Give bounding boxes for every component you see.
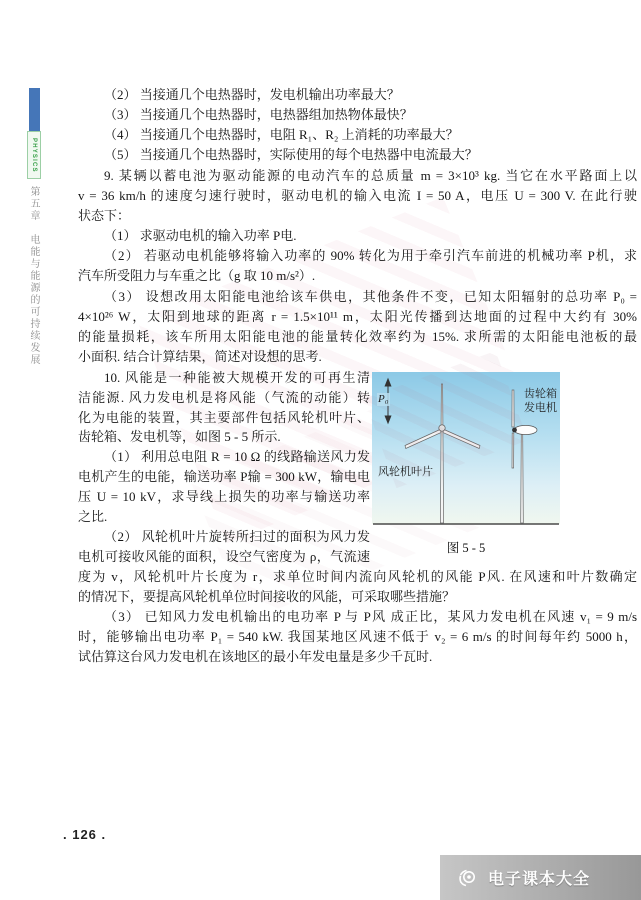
- brand-logo-icon: [456, 866, 480, 890]
- turbine-blade-up: [512, 390, 514, 427]
- chapter-color-tab: [29, 88, 40, 131]
- blades-label: 风轮机叶片: [378, 466, 433, 478]
- text-line: 度为 v，风轮机叶片长度为 r，求单位时间内流向风轮机的风能 P风. 在风速和叶片数确定: [78, 569, 637, 584]
- turbine-hub: [439, 425, 445, 431]
- text-line: 压 U = 10 kV，求导线上损失的功率与输送功率: [78, 489, 370, 504]
- text-line: v = 36 km/h 的速度匀速行驶时，驱动电机的输入电流 I = 50 A，电压 U = 300 V. 在此行驶: [78, 188, 637, 203]
- text-line: （2） 风轮机叶片旋转所扫过的面积为风力发: [104, 529, 370, 544]
- text-line: 化为电能的装置，其主要部件包括风轮机叶片、: [78, 410, 370, 425]
- brand-name: 电子课本大全: [488, 871, 591, 888]
- text-line: 之比.: [78, 509, 108, 524]
- text-line: （1） 利用总电阻 R = 10 Ω 的线路输送风力发: [104, 449, 370, 464]
- text-line: 4×10²⁶ W，太阳到地球的距离 r = 1.5×10¹¹ m，太阳光传播到达地面的过程中大约有 30%: [78, 309, 637, 324]
- text-line: （3） 设想改用太阳能电池给该车供电，其他条件不变，已知太阳辐射的总功率 P₀ =: [104, 289, 637, 304]
- text-line: 洁能源. 风力发电机是将风能（气流的动能）转: [78, 390, 370, 405]
- nacelle-nose: [512, 428, 517, 433]
- text-line: 试估算这台风力发电机在该地区的最小年发电量是多少千瓦时.: [78, 649, 433, 664]
- text-line: 齿轮箱、发电机等，如图 5 - 5 所示.: [78, 429, 281, 444]
- text-line: （1） 求驱动电机的输入功率 P电.: [104, 228, 297, 243]
- text-line: 9. 某辆以蓄电池为驱动能源的电动汽车的总质量 m = 3×10³ kg. 当它在水平路面上以: [104, 168, 637, 183]
- text-line: （4） 当接通几个电热器时，电阻 R₁、R₂ 上消耗的功率最大？: [104, 127, 459, 142]
- gearbox-label: 齿轮箱: [524, 388, 557, 400]
- text-line: 10. 风能是一种能被大规模开发的可再生清: [104, 370, 370, 385]
- text-line: （2） 当接通几个电热器时，发电机输出功率最大？: [104, 87, 400, 102]
- brand-footer-bar: [440, 855, 641, 900]
- turbine-blade-down: [512, 433, 514, 468]
- text-line: （3） 已知风力发电机输出的电功率 P 与 P风 成正比，某风力发电机在风速 v₁ = 9 m/s: [104, 609, 637, 624]
- turbine-tower: [440, 429, 443, 523]
- text-line: 电机可接收风能的面积，设空气密度为 ρ，气流速: [78, 549, 370, 564]
- text-line: （5） 当接通几个电热器时，实际使用的每个电热器中电流最大？: [104, 147, 478, 162]
- text-line: 状态下：: [78, 208, 131, 223]
- arrow-label: P₀: [378, 393, 389, 405]
- text-line: 电机产生的电能，输送功率 P输 = 300 kW，输电电: [78, 469, 370, 484]
- physics-tab: [27, 131, 41, 179]
- nacelle: [514, 425, 537, 434]
- text-line: 小面积. 结合计算结果，简述对设想的思考.: [78, 349, 322, 364]
- figure-5-5: [372, 372, 560, 562]
- chapter-title-vertical: 第五章 电能与能源的可持续发展: [28, 186, 39, 366]
- text-line: 的能量损耗，该车所用太阳能电池的能量转化效率约为 15%. 求所需的太阳能电池板的最: [78, 329, 637, 344]
- generator-label: 发电机: [524, 402, 557, 414]
- text-line: 汽车所受阻力与车重之比（g 取 10 m/s²）.: [78, 268, 316, 283]
- turbine-tower: [521, 434, 524, 523]
- text-line: 时，能够输出电功率 P₁ = 540 kW. 我国某地区风速不低于 v₂ = 6 m/s 的时间每年约 5000 h，: [78, 629, 637, 644]
- text-line: （3） 当接通几个电热器时，电热器组加热物体最快？: [104, 107, 413, 122]
- text-line: （2） 若驱动电机能够将输入功率的 90% 转化为用于牵引汽车前进的机械功率 P机，求: [104, 248, 637, 263]
- turbine-blade-up: [441, 384, 443, 425]
- text-line: 的情况下，要提高风轮机单位时间接收的风能，可采取哪些措施？: [78, 589, 456, 604]
- figure-caption: 图 5 - 5: [446, 541, 486, 555]
- page-number: . 126 .: [63, 827, 107, 842]
- physics-label: PHYSICS: [31, 137, 37, 173]
